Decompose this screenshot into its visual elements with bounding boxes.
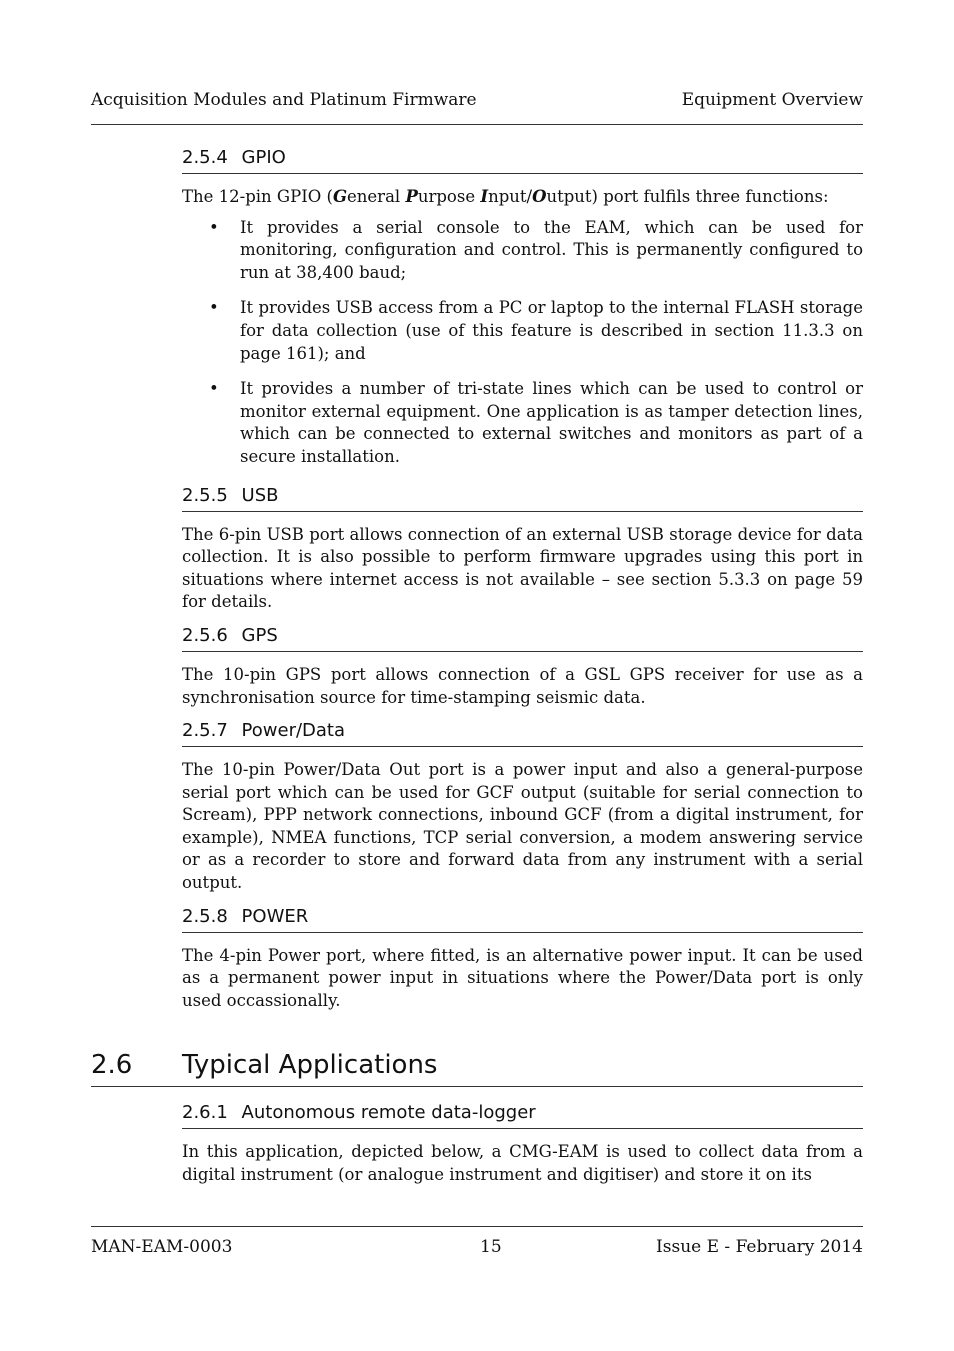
section-number: 2.5.4 [182,147,228,168]
page-number: 15 [480,1237,502,1257]
section-title: GPIO [241,147,286,168]
autonomous-paragraph: In this application, depicted below, a CMG-EAM is used to collect data from a digital instrument (or analogue instrument and digitiser) and store it on its [182,1142,863,1184]
section-heading-power [182,903,863,933]
gps-paragraph: The 10-pin GPS port allows connection of a GSL GPS receiver for use as a synchronisation source for time-stamping seismic data. [182,664,863,707]
section-title: POWER [241,905,309,927]
section-number: 2.5.5 [182,484,228,506]
section-title: Power/Data [241,720,346,742]
section-heading-usb [182,482,863,512]
header-right: Equipment Overview [681,90,863,110]
section-number: 2.6.1 [182,1102,228,1123]
section-number: 2.6 [91,1050,133,1080]
section-title: Typical Applications [182,1050,438,1080]
section-heading-gpio [182,144,863,174]
section-number: 2.5.6 [182,624,228,646]
running-footer [91,1226,863,1261]
main-content [182,144,863,1020]
list-item: • It provides a serial console to the EAM, which can be used for monitoring, configuration and control. This is permanently configured to run at 38,400 baud; [209,217,863,282]
section-title: Autonomous remote data-logger [241,1102,536,1123]
bullet-icon: • [209,217,219,237]
issue-date: Issue E - February 2014 [656,1237,863,1257]
chapter-heading-typical-applications [91,1050,863,1087]
header-left: Acquisition Modules and Platinum Firmware [91,90,477,110]
document-id: MAN-EAM-0003 [91,1237,233,1257]
section-heading-power-data [182,717,863,747]
power-data-paragraph: The 10-pin Power/Data Out port is a power input and also a general-purpose serial port which can be used for GCF output (suitable for serial connection to Scream), PPP network connections, inbound GCF (from a digital instrument, for example), NMEA functions, TCP serial conversion, a modem answering service or as a recorder to store and forward data from any instrument with a serial output. [182,760,863,893]
power-paragraph: The 4-pin Power port, where fitted, is an alternative power input. It can be used as a permanent power input in situations where the Power/Data port is only used occassionally. [182,945,863,1010]
gpio-function-list [182,217,863,469]
section-heading-autonomous [182,1099,863,1129]
section-number: 2.5.7 [182,720,228,742]
usb-paragraph: The 6-pin USB port allows connection of an external USB storage device for data collection. It is also possible to perform firmware upgrades using this port in situations where internet access is not available – see section 5.3.3 on page 59 for details. [182,524,863,612]
list-item: • It provides a number of tri-state lines which can be used to control or monitor external equipment. One application is as tamper detection lines, which can be connected to external switches and monitors as part of a secure installation. [209,379,863,466]
section-heading-gps [182,622,863,652]
section-title: USB [241,484,279,506]
autonomous-section [182,1099,863,1194]
list-item: • It provides USB access from a PC or laptop to the internal FLASH storage for data collection (use of this feature is described in section 11.3.3 on page 161); and [209,298,863,363]
running-header [91,90,863,125]
gpio-intro: The 12-pin GPIO (General Purpose Input/Output) port fulfils three functions: [182,187,829,206]
section-title: GPS [241,624,278,646]
section-number: 2.5.8 [182,905,228,927]
bullet-icon: • [209,379,219,399]
bullet-icon: • [209,298,219,318]
